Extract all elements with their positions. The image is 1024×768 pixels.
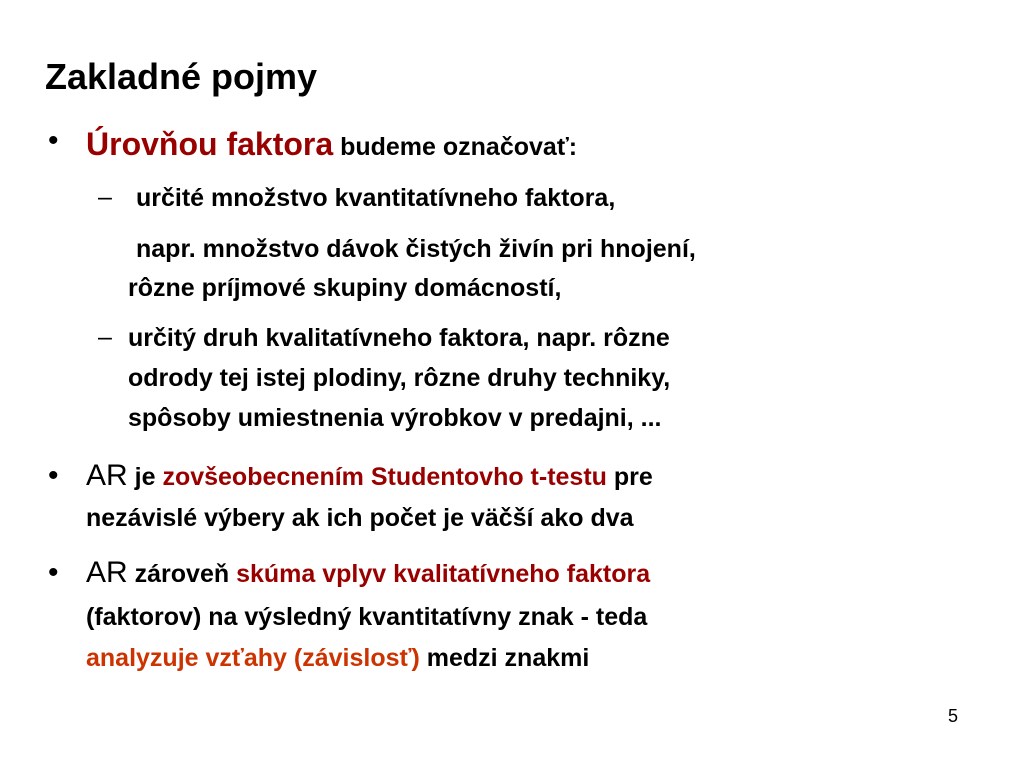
subitem-1-line-2: napr. množstvo dávok čistých živín pri hnojení, [136,235,696,263]
bullet-4-lead: AR [86,556,128,589]
bullet-4-line-1 [86,556,650,590]
bullet-4-line-3-text: medzi znakmi [426,644,590,672]
bullet-4-marker: • [48,556,59,589]
subitem-2-line-3: spôsoby umiestnenia výrobkov v predajni, ... [128,404,662,432]
bullet-4-text-before: zároveň [134,560,230,588]
bullet-1-text: budeme označovať: [340,133,578,161]
bullet-1-highlight: Úrovňou faktora [86,126,334,162]
bullet-3-text-after: pre [613,463,653,491]
bullet-4-line-3-highlight: analyzuje vzťahy (závislosť) [86,644,420,672]
bullet-3-highlight: zovšeobecnením Studentovho t-testu [162,463,607,491]
subitem-2-line-1: určitý druh kvalitatívneho faktora, napr. rôzne [128,324,670,352]
page-number: 5 [948,706,959,726]
bullet-4-highlight: skúma vplyv kvalitatívneho faktora [236,560,651,588]
bullet-3-line-2: nezávislé výbery ak ich počet je väčší ako dva [86,504,634,532]
subitem-1-marker: – [98,183,112,211]
subitem-2-line-2: odrody tej istej plodiny, rôzne druhy techniky, [128,364,671,392]
subitem-1-line-1: určité množstvo kvantitatívneho faktora, [136,184,616,212]
bullet-4-line-2: (faktorov) na výsledný kvantitatívny znak - teda [86,603,648,631]
subitem-2-marker: – [98,323,112,351]
bullet-3-lead: AR [86,459,128,492]
bullet-1-marker: • [48,124,59,157]
bullet-3-marker: • [48,459,59,492]
slide-title: Zakladné pojmy [45,56,318,97]
subitem-1-line-3: rôzne príjmové skupiny domácností, [128,274,562,302]
bullet-3-line-1 [86,459,653,493]
bullet-1 [86,126,577,163]
bullet-3-text-before: je [134,463,156,491]
bullet-4-line-3 [86,644,589,673]
